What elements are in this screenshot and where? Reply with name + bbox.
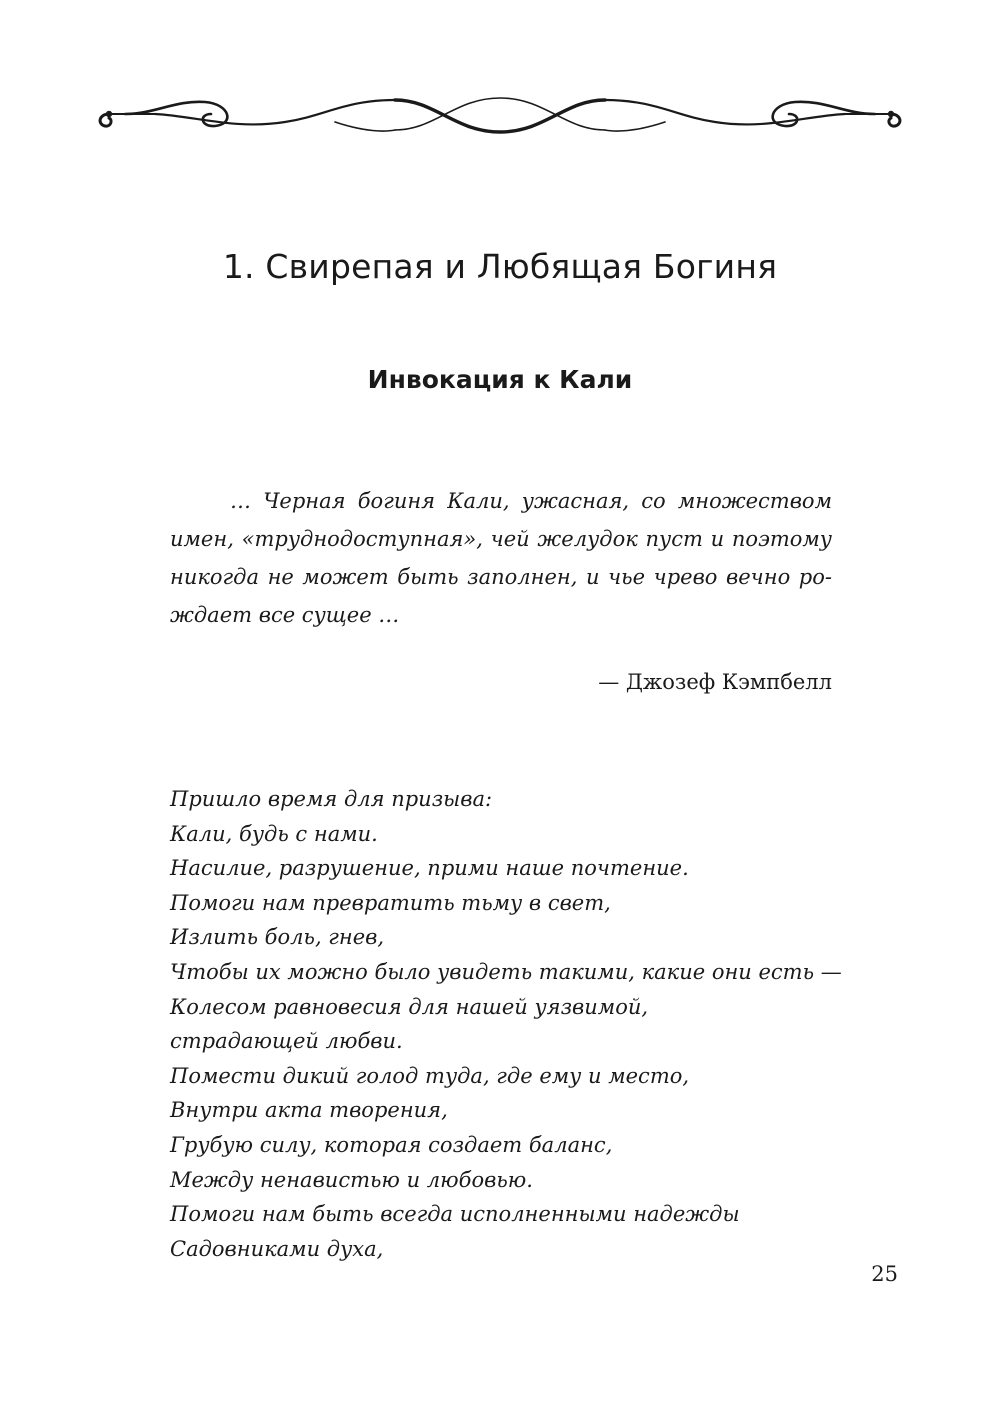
poem — [170, 782, 890, 1266]
poem-line: Пришло время для призыва: — [170, 787, 493, 811]
epigraph-line: имен, «труднодоступная», чей желудок пуст и поэтому — [170, 527, 832, 551]
section-title: Инвокация к Кали — [367, 365, 633, 394]
poem-line: Грубую силу, которая создает баланс, — [170, 1132, 613, 1157]
poem-line: Садовниками духа, — [170, 1236, 384, 1261]
poem-line: Помоги нам превратить тьму в свет, — [170, 890, 611, 915]
epigraph-attribution: — Джозеф Кэмпбелл — [598, 670, 832, 694]
poem-line: Внутри акта творения, — [170, 1098, 448, 1123]
page-number: 25 — [871, 1262, 898, 1286]
epigraph-line: никогда не может быть заполнен, и чье чрево вечно ро- — [170, 565, 832, 589]
poem-line: Насилие, разрушение, прими наше почтение. — [170, 856, 689, 881]
poem-line: Между ненавистью и любовью. — [170, 1167, 533, 1192]
poem-line: страдающей любви. — [170, 1029, 403, 1054]
flourish-divider-icon — [95, 92, 905, 142]
chapter-title: 1. Свирепая и Любящая Богиня — [222, 247, 778, 286]
poem-line: Колесом равновесия для нашей уязвимой, — [170, 994, 649, 1019]
epigraph-line: ждает все сущее … — [170, 603, 400, 627]
poem-line: Излить боль, гнев, — [170, 925, 385, 950]
poem-line: Помести дикий голод туда, где ему и место, — [170, 1063, 690, 1088]
epigraph — [170, 482, 832, 634]
poem-line: Кали, будь с нами. — [170, 821, 378, 846]
epigraph-line: … Черная богиня Кали, ужасная, со множеством — [230, 489, 832, 513]
poem-line: Чтобы их можно было увидеть такими, какие они есть — — [170, 959, 842, 984]
poem-line: Помоги нам быть всегда исполненными надежды — [170, 1202, 740, 1227]
